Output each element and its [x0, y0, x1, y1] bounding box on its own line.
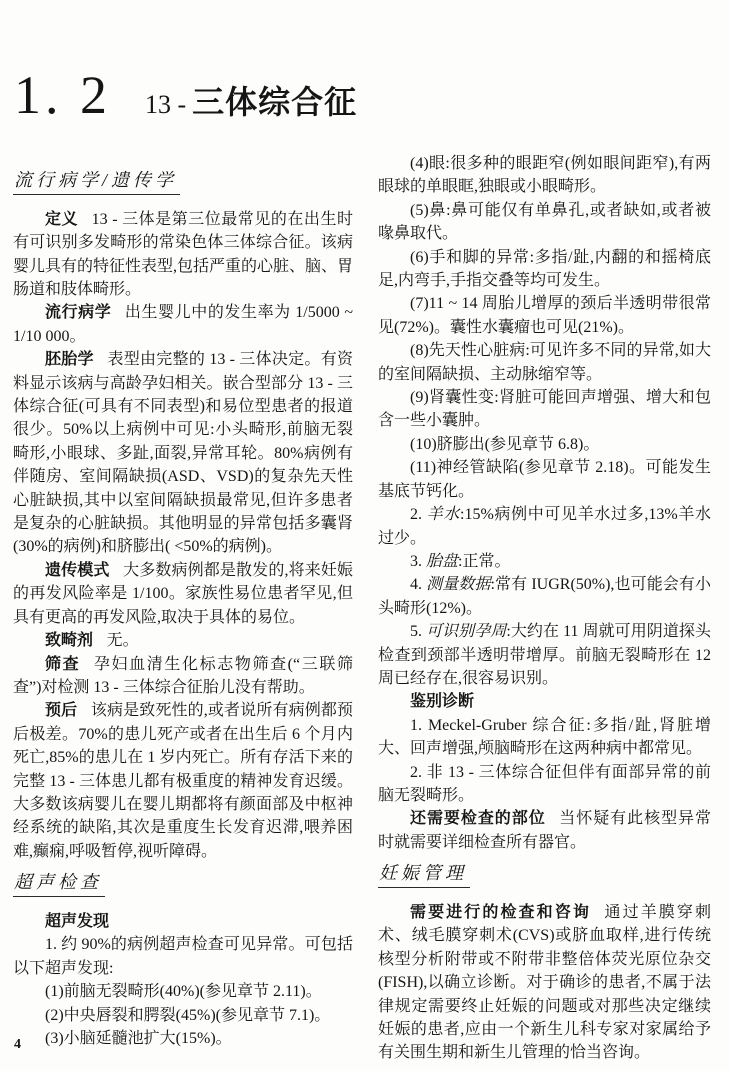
run-in-label: 流行病学: [45, 304, 112, 322]
text-run: 通过羊膜穿刺术、绒毛膜穿刺术(CVS)或脐血取样,进行传统核型分析附带或不附带非整倍体荧光原位杂交(FISH),以确立诊断。对于确诊的患者,不属于法律规定需要终止妊娠的问题或对那些决定继续妊娠的患者,应由一个新生儿科专家对家属给予有关围生期和新生儿管理的恰当咨询。: [378, 903, 711, 1062]
text-run: 该病是致死性的,或者说所有病例都预后极差。70%的患儿死产或者在出生后 6 个月内死亡,85%的患儿在 1 岁内死亡。所有存活下来的完整 13 - 三体患儿都有极重度的精神发育迟缓。大多数该病婴儿在婴儿期都将有颜面部及中枢神经系统的缺陷,其次是重度生长发育迟滞,喂养困难,癫痫,呼吸暂停,视听障碍。: [13, 702, 353, 860]
right-column: [378, 152, 711, 1065]
paragraph: [378, 573, 711, 620]
section-heading-text: 超声检查: [13, 873, 105, 897]
paragraph: [378, 550, 711, 573]
paragraph: [13, 559, 353, 629]
run-in-label: 预后: [45, 702, 78, 720]
text-run: (10)脐膨出(参见章节 6.8)。: [410, 435, 600, 453]
text-run: :常有 IUGR(50%),也可能会有小头畸形(12%)。: [378, 576, 711, 617]
paragraph: [378, 199, 711, 246]
kai-label: 羊水: [426, 506, 460, 524]
text-run: 当怀疑有此核型异常时就需要详细检查所有器官。: [378, 810, 711, 851]
paragraph: [13, 208, 353, 302]
text-run: (9)肾囊性变:肾脏可能回声增强、增大和包含一些小囊肿。: [378, 389, 711, 430]
kai-label: 测量数据: [426, 576, 491, 594]
text-run: (3)小脑延髓池扩大(15%)。: [45, 1030, 232, 1047]
paragraph: [378, 246, 711, 293]
text-run: 2. 非 13 - 三体综合征但伴有面部异常的前脑无裂畸形。: [378, 763, 711, 804]
text-run: (8)先天性心脏病:可见许多不同的异常,如大的室间隔缺损、主动脉缩窄等。: [378, 342, 711, 383]
paragraph: [378, 503, 711, 550]
section-heading: [378, 863, 711, 888]
text-run: 3.: [410, 552, 426, 570]
text-run: (11)神经管缺陷(参见章节 2.18)。可能发生基底节钙化。: [378, 459, 711, 500]
paragraph: [13, 980, 353, 1003]
section-heading-text: 妊娠管理: [378, 864, 470, 888]
run-in-label: 定义: [45, 210, 79, 228]
paragraph: [378, 152, 711, 199]
run-in-label: 遗传模式: [45, 561, 110, 579]
kai-label: 胎盘: [426, 552, 459, 570]
paragraph: [13, 699, 353, 863]
text-run: 2.: [410, 506, 427, 524]
text-run: (7)11 ~ 14 周胎儿增厚的颈后半透明带很常见(72%)。囊性水囊瘤也可见(21%)。: [378, 295, 711, 336]
paragraph: [378, 339, 711, 386]
paragraph: [13, 301, 353, 348]
run-in-label: 筛查: [45, 655, 81, 673]
text-run: 孕妇血清生化标志物筛查(“三联筛查”)对检测 13 - 三体综合征胎儿没有帮助。: [13, 655, 353, 696]
text-run: 出生婴儿中的发生率为 1/5000 ~ 1/10 000。: [13, 304, 353, 345]
text-run: (2)中央唇裂和腭裂(45%)(参见章节 7.1)。: [45, 1006, 331, 1024]
paragraph: [378, 292, 711, 339]
paragraph: [13, 348, 353, 559]
text-run: :大约在 11 周就可用阴道探头检查到颈部半透明带增厚。前脑无裂畸形在 12 周已经存在,很容易识别。: [378, 623, 711, 687]
chapter-title: [14, 65, 358, 125]
subheading: 超声发现: [45, 912, 110, 930]
paragraph: [378, 714, 711, 761]
text-run: (6)手和脚的异常:多指/趾,内翻的和摇椅底足,内弯手,手指交叠等均可发生。: [378, 248, 711, 290]
text-run: 13 - 三体是第三位最常见的在出生时有可识别多发畸形的常染色体三体综合征。该病婴儿具有的特征性表型,包括严重的心脏、脑、胃肠道和肢体畸形。: [13, 210, 354, 299]
page-number: 4: [14, 1037, 21, 1052]
text-run: :15%病例中可见羊水过多,13%羊水过少。: [378, 506, 712, 547]
paragraph: [378, 807, 711, 854]
section-heading: [13, 872, 353, 897]
text-run: 1. Meckel-Gruber 综合征:多指/趾,肾脏增大、回声增强,颅脑畸形在这两种病中都常见。: [378, 716, 711, 758]
text-run: 4.: [410, 576, 427, 594]
text-run: 5.: [410, 623, 427, 641]
run-in-label: 需要进行的检查和咨询: [410, 903, 591, 921]
kai-label: 可识别孕周: [426, 623, 507, 641]
paragraph: [13, 1004, 353, 1027]
text-run: (1)前脑无裂畸形(40%)(参见章节 2.11)。: [45, 983, 322, 1001]
paragraph: [378, 456, 711, 503]
text-run: (4)眼:很多种的眼距窄(例如眼间距窄),有两眼球的单眼眶,独眼或小眼畸形。: [378, 155, 711, 196]
paragraph: [378, 386, 711, 433]
text-run: (5)鼻:鼻可能仅有单鼻孔,或者缺如,或者被喙鼻取代。: [378, 201, 711, 243]
chapter-title-prefix: 13 -: [145, 90, 187, 119]
paragraph: [13, 653, 353, 700]
section-heading: [13, 170, 353, 195]
chapter-title-name: 三体综合征: [192, 84, 358, 120]
run-in-label: 致畸剂: [45, 632, 94, 650]
paragraph: [13, 1027, 353, 1050]
paragraph: [378, 901, 711, 1065]
paragraph: [13, 933, 353, 980]
text-run: 1. 约 90%的病例超声检查可见异常。可包括以下超声发现:: [13, 936, 353, 977]
run-in-label: 胚胎学: [45, 351, 94, 369]
paragraph: [378, 620, 711, 690]
run-in-label: 还需要检查的部位: [410, 810, 546, 828]
text-run: 表型由完整的 13 - 三体决定。有资料显示该病与高龄孕妇相关。嵌合型部分 13 - 三体综合征(可具有不同表型)和易位型患者的报道很少。50%以上病例中可见:小头畸形,前脑无裂畸形,小眼球、多趾,面裂,异常耳轮。80%病例有伴随房、室间隔缺损(ASD、VSD)的复杂先天性心脏缺损,其中以室间隔缺损最常见,但许多患者是复杂的心脏缺损。其他明显的异常包括多囊肾(30%的病例)和脐膨出( <50%的病例)。: [13, 351, 353, 556]
text-run: 无。: [106, 632, 139, 650]
text-run: 大多数病例都是散发的,将来妊娠的再发风险率是 1/100。家族性易位患者罕见,但具有更高的再发风险,取决于具体的易位。: [13, 561, 353, 626]
section-heading-text: 流行病学/遗传学: [13, 171, 180, 195]
paragraph: [378, 761, 711, 808]
left-column: [13, 170, 353, 1050]
paragraph: [13, 629, 353, 652]
text-run: :正常。: [458, 552, 511, 570]
paragraph: [378, 433, 711, 456]
subheading: 鉴别诊断: [410, 693, 475, 711]
chapter-number: 1. 2: [14, 65, 111, 125]
